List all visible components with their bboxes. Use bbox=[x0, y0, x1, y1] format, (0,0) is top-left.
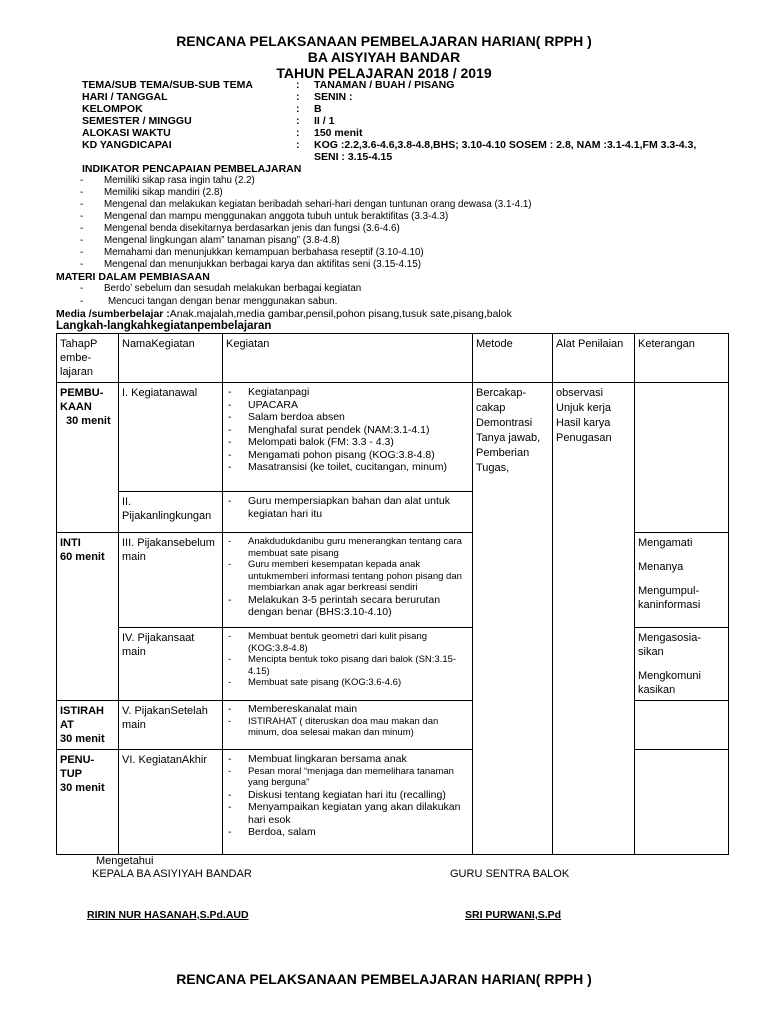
keterangan-item: Menanya bbox=[638, 561, 684, 573]
stage-name: PEMBU-KAAN bbox=[60, 387, 104, 413]
meta-row bbox=[82, 80, 722, 92]
stage-time: 60 menit bbox=[60, 551, 105, 563]
meta-value: II / 1 bbox=[314, 115, 335, 127]
list-item: - Diskusi tentang kegiatan hari itu (recalling) bbox=[226, 789, 469, 802]
indikator-list bbox=[80, 175, 720, 271]
activity-cell bbox=[223, 533, 473, 628]
activity-list bbox=[226, 495, 469, 520]
stage-name: PENU-TUP bbox=[60, 754, 95, 780]
activity-name: III. Pijakansebelum main bbox=[119, 533, 223, 628]
stage-name: ISTIRAH AT bbox=[60, 705, 104, 731]
keterangan-item: Mengasosia-sikan bbox=[638, 632, 701, 658]
activity-cell bbox=[223, 492, 473, 533]
activity-name: V. PijakanSetelah main bbox=[119, 701, 223, 750]
alat-penilaian-cell: observasi Unjuk kerja Hasil karya Penugasan bbox=[553, 383, 635, 855]
keterangan-cell bbox=[635, 628, 729, 701]
stage-time: 30 menit bbox=[66, 415, 111, 427]
list-item: - Guru memberi kesempatan kepada anak untukmemberi informasi tentang pohon pisang dan membiarkan anak agar berkreasi sendiri bbox=[226, 559, 469, 594]
meta-colon: : bbox=[296, 103, 300, 115]
keterangan-item: Mengkomuni kasikan bbox=[638, 670, 701, 696]
school-name: BA AISYIYAH BANDAR bbox=[307, 49, 461, 65]
meta-value: SENI : 3.15-4.15 bbox=[314, 151, 393, 163]
keterangan-cell bbox=[635, 750, 729, 855]
keterangan-cell bbox=[635, 383, 729, 533]
meta-colon: : bbox=[296, 139, 300, 151]
list-item: - Salam berdoa absen bbox=[226, 411, 469, 424]
meta-row bbox=[82, 116, 722, 128]
academic-year: TAHUN PELAJARAN 2018 / 2019 bbox=[276, 65, 492, 81]
list-item: - Mencuci tangan dengan benar menggunakan sabun. bbox=[80, 296, 338, 307]
list-item: - ISTIRAHAT ( diteruskan doa mau makan dan minum, doa selesai makan dan minum) bbox=[226, 716, 469, 739]
next-page-title: RENCANA PELAKSANAAN PEMBELAJARAN HARIAN( RPPH ) bbox=[176, 971, 592, 987]
header-keterangan: Keterangan bbox=[635, 334, 729, 383]
activity-cell bbox=[223, 628, 473, 701]
guru-name: SRI PURWANI,S.Pd bbox=[465, 909, 562, 921]
meta-key: ALOKASI WAKTU bbox=[82, 127, 171, 139]
header-kegiatan: Kegiatan bbox=[223, 334, 473, 383]
document-title: RENCANA PELAKSANAAN PEMBELAJARAN HARIAN( RPPH ) bbox=[176, 33, 592, 49]
list-item: - Membuat sate pisang (KOG:3.6-4.6) bbox=[226, 677, 469, 689]
list-item: - Memiliki sikap rasa ingin tahu (2.2) bbox=[80, 175, 255, 186]
activity-list bbox=[226, 631, 469, 689]
meta-key: TEMA/SUB TEMA/SUB-SUB TEMA bbox=[82, 79, 253, 91]
meta-value: TANAMAN / BUAH / PISANG bbox=[314, 79, 455, 91]
materi-heading: MATERI DALAM PEMBIASAAN bbox=[56, 271, 210, 283]
header-alat-penilaian: Alat Penilaian bbox=[553, 334, 635, 383]
list-item: - UPACARA bbox=[226, 399, 469, 412]
list-item: - Membuat lingkaran bersama anak bbox=[226, 753, 469, 766]
table-header-row bbox=[57, 334, 729, 383]
keterangan-cell bbox=[635, 533, 729, 628]
meta-value: SENIN : bbox=[314, 91, 353, 103]
header-nama-kegiatan: NamaKegiatan bbox=[119, 334, 223, 383]
activity-cell bbox=[223, 750, 473, 855]
list-item: - Mencipta bentuk toko pisang dari balok (SN:3.15-4.15) bbox=[226, 654, 469, 677]
activity-list bbox=[226, 704, 469, 739]
media-value: Anak.majalah,media gambar,pensil,pohon pisang,tusuk sate,pisang,balok bbox=[169, 308, 512, 320]
activity-cell bbox=[223, 383, 473, 492]
list-item: - Mengenal benda disekitarnya berdasarkan jenis dan fungsi (3.6-4.6) bbox=[80, 223, 400, 234]
list-item: - Melakukan 3-5 perintah secara berurutan dengan benar (BHS:3.10-4.10) bbox=[226, 594, 469, 619]
activity-list bbox=[226, 536, 469, 619]
activity-name: II. Pijakanlingkungan bbox=[119, 492, 223, 533]
kepala-name: RIRIN NUR HASANAH,S.Pd.AUD bbox=[87, 909, 249, 921]
meta-colon: : bbox=[296, 127, 300, 139]
stage-cell bbox=[57, 750, 119, 855]
list-item: - Mengenal dan mampu menggunakan anggota tubuh untuk beraktifitas (3.3-4.3) bbox=[80, 211, 449, 222]
list-item: - Memiliki sikap mandiri (2.8) bbox=[80, 187, 223, 198]
list-item: - Kegiatanpagi bbox=[226, 386, 469, 399]
meta-row bbox=[82, 92, 722, 104]
kepala-title: KEPALA BA ASIYIYAH BANDAR bbox=[92, 868, 252, 880]
materi-list bbox=[80, 283, 720, 309]
metode-cell: Bercakap-cakap Demontrasi Tanya jawab, Pemberian Tugas, bbox=[473, 383, 553, 855]
meta-colon: : bbox=[296, 91, 300, 103]
indikator-heading: INDIKATOR PENCAPAIAN PEMBELAJARAN bbox=[82, 163, 302, 175]
list-item: - Mengenal dan menunjukkan berbagai karya dan aktifitas seni (3.15-4.15) bbox=[80, 259, 421, 270]
media-line bbox=[56, 308, 512, 320]
list-item: - Menyampaikan kegiatan yang akan dilakukan hari esok bbox=[226, 801, 469, 826]
stage-cell bbox=[57, 533, 119, 701]
list-item: - Guru mempersiapkan bahan dan alat untuk kegiatan hari itu bbox=[226, 495, 469, 520]
activity-list bbox=[226, 753, 469, 839]
activity-cell bbox=[223, 701, 473, 750]
list-item: - Mengenal lingkungan alam” tanaman pisang” (3.8-4.8) bbox=[80, 235, 340, 246]
stage-time: 30 menit bbox=[60, 782, 105, 794]
table-row bbox=[57, 383, 729, 492]
meta-value: B bbox=[314, 103, 322, 115]
meta-colon: : bbox=[296, 79, 300, 91]
list-item: - Memahami dan menunjukkan kemampuan berbahasa reseptif (3.10-4.10) bbox=[80, 247, 424, 258]
stage-cell bbox=[57, 701, 119, 750]
list-item: - Membuat bentuk geometri dari kulit pisang (KOG:3.8-4.8) bbox=[226, 631, 469, 654]
list-item: - Pesan moral “menjaga dan memelihara tanaman yang berguna” bbox=[226, 766, 469, 789]
meta-key: KD YANGDICAPAI bbox=[82, 139, 172, 151]
list-item: - Melompati balok (FM: 3.3 - 4.3) bbox=[226, 436, 469, 449]
keterangan-item: Mengumpul-kaninformasi bbox=[638, 585, 701, 611]
mengetahui-label: Mengetahui bbox=[96, 855, 154, 867]
langkah-heading: Langkah-langkahkegiatanpembelajaran bbox=[56, 320, 272, 332]
meta-value: KOG :2.2,3.6-4.6,3.8-4.8,BHS; 3.10-4.10 SOSEM : 2.8, NAM :3.1-4.1,FM 3.3-4.3, bbox=[314, 139, 697, 151]
list-item: - Menghafal surat pendek (NAM:3.1-4.1) bbox=[226, 424, 469, 437]
list-item: - Mengamati pohon pisang (KOG:3.8-4.8) bbox=[226, 449, 469, 462]
list-item: - Masatransisi (ke toilet, cucitangan, minum) bbox=[226, 461, 469, 474]
list-item: - Mengenal dan melakukan kegiatan beribadah sehari-hari dengan tuntunan orang dewasa (3.1-4.1) bbox=[80, 199, 532, 210]
header-tahap: TahapP embe-lajaran bbox=[57, 334, 119, 383]
activity-list bbox=[226, 386, 469, 474]
activity-name: VI. KegiatanAkhir bbox=[119, 750, 223, 855]
guru-title: GURU SENTRA BALOK bbox=[450, 868, 570, 880]
list-item: - Anakdudukdanibu guru menerangkan tentang cara membuat sate pisang bbox=[226, 536, 469, 559]
list-item: - Berdoa, salam bbox=[226, 826, 469, 839]
stage-name: INTI bbox=[60, 537, 81, 549]
header-metode: Metode bbox=[473, 334, 553, 383]
meta-row bbox=[82, 140, 722, 152]
meta-colon: : bbox=[296, 115, 300, 127]
list-item: - Berdo’ sebelum dan sesudah melakukan berbagai kegiatan bbox=[80, 283, 362, 294]
activity-name: I. Kegiatanawal bbox=[119, 383, 223, 492]
list-item: - Membereskanalat main bbox=[226, 704, 469, 716]
activity-table bbox=[56, 333, 729, 855]
meta-key: SEMESTER / MINGGU bbox=[82, 115, 192, 127]
stage-time: 30 menit bbox=[60, 733, 105, 745]
meta-key: HARI / TANGGAL bbox=[82, 91, 168, 103]
meta-key: KELOMPOK bbox=[82, 103, 143, 115]
keterangan-item: Mengamati bbox=[638, 537, 693, 549]
keterangan-cell bbox=[635, 701, 729, 750]
meta-value: 150 menit bbox=[314, 127, 363, 139]
stage-cell bbox=[57, 383, 119, 533]
media-label: Media /sumberbelajar : bbox=[56, 308, 170, 320]
activity-name: IV. Pijakansaat main bbox=[119, 628, 223, 701]
